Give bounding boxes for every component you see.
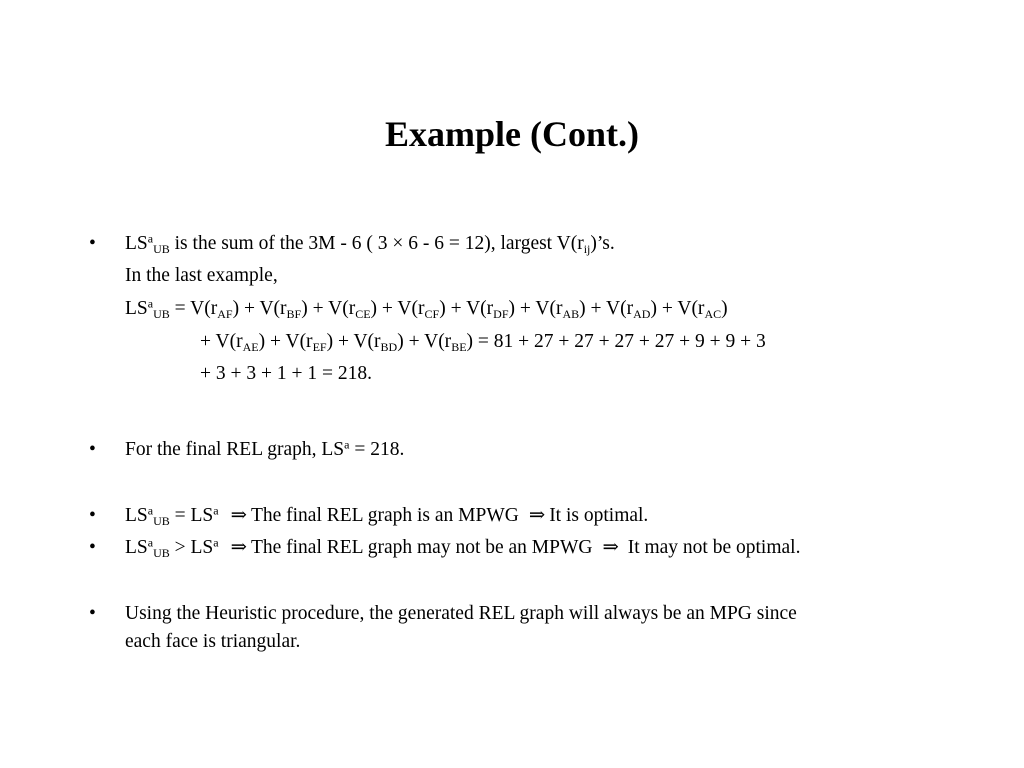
bullet-marker: • — [89, 537, 96, 558]
bullet-4-text: $LS^a_{UB} > LS^a$ ⇒ The final REL graph may not be an MPWG ⇒ It may not be optimal. — [125, 535, 801, 561]
implies-arrow: ⇒ — [230, 505, 247, 526]
bullet-1-line-4: + $V(r_{AE}) + V(r_{EF}) + V(r_{BD}) + V(r_{BE}) = 81 + 27 + 27 + 27 + 27 + 9 + 9 + 3$ — [200, 331, 766, 355]
bullet-1-line-1: $LS^a_{UB}$ is the sum of the 3M - 6 ( 3 × 6 - 6 = 12), largest $V(r_{ij})’s$. — [125, 231, 615, 257]
bullet-3-text: $LS^a_{UB} = LS^a$ ⇒ The final REL graph is an MPWG ⇒ It is optimal. — [125, 503, 649, 529]
slide-title: Example (Cont.) — [385, 114, 639, 154]
bullet-2-text: For the final REL graph, $LS^a = 218$. — [125, 437, 405, 460]
implies-arrow: ⇒ — [602, 537, 619, 558]
bullet-5-line-2: each face is triangular. — [125, 631, 301, 652]
bullet-1-line-3: $LS^a_{UB} = V(r_{AF}) + V(r_{BF}) + V(r_{CE}) + V(r_{CF}) + V(r_{DF}) + V(r_{AB}) + V(r_{AD}) + V(r_{AC})$ — [125, 296, 728, 322]
implies-arrow: ⇒ — [528, 505, 546, 526]
bullet-1-line-5: + 3 + 3 + 1 + 1 = 218. — [200, 363, 372, 384]
bullet-5-line-1: Using the Heuristic procedure, the generated REL graph will always be an MPG since — [125, 603, 797, 624]
bullet-marker: • — [89, 233, 96, 254]
bullet-1-line-2: In the last example, — [125, 265, 278, 286]
bullet-marker: • — [89, 439, 96, 460]
implies-arrow: ⇒ — [230, 537, 247, 558]
bullet-marker: • — [89, 505, 96, 526]
bullet-marker: • — [89, 603, 96, 624]
